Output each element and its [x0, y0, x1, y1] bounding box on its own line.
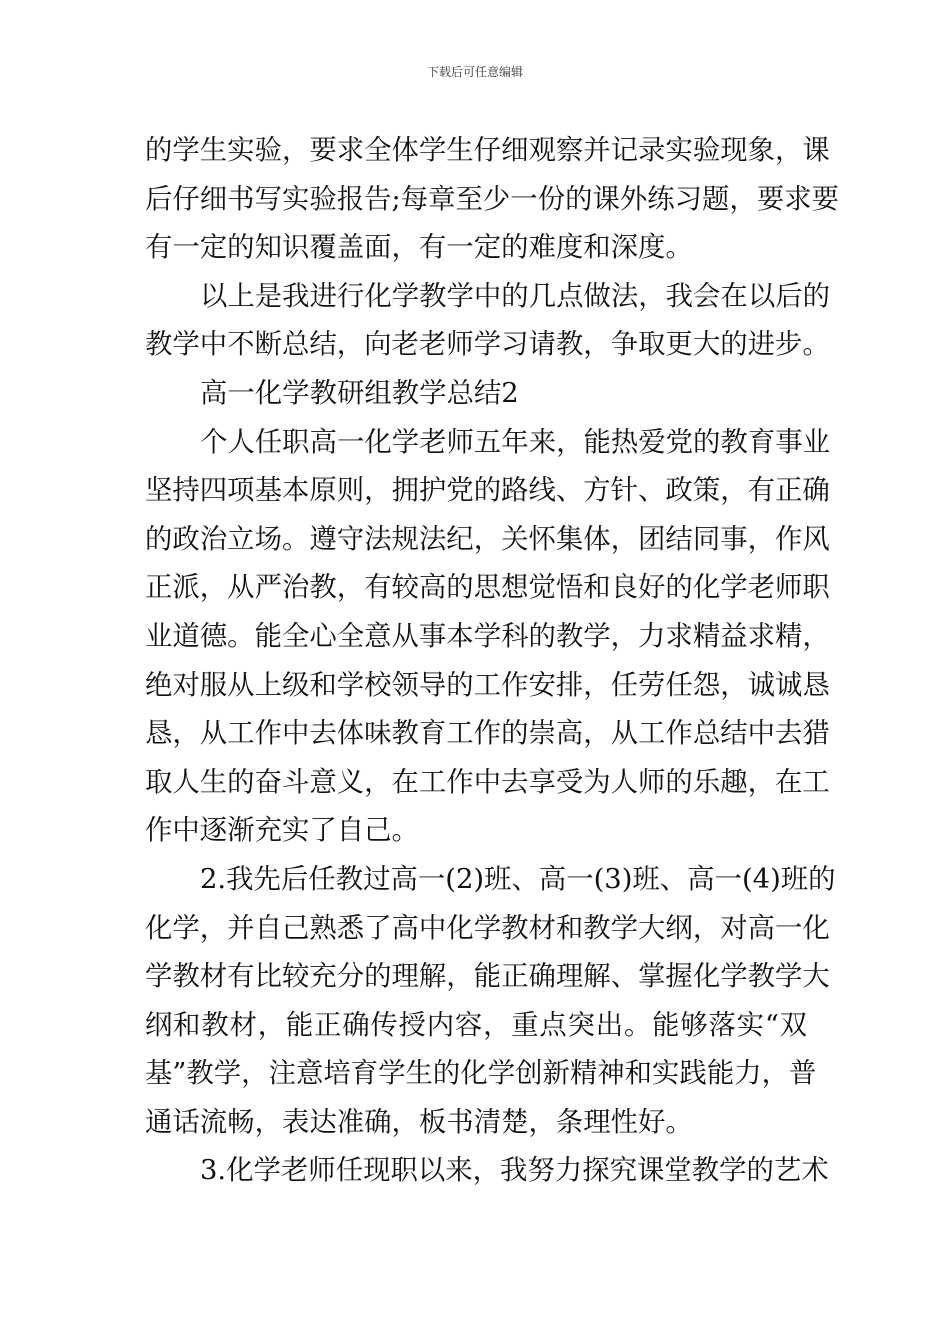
text-line: 学教材有比较充分的理解，能正确理解、掌握化学教学大 [145, 961, 830, 993]
text-line: 的政治立场。遵守法规法纪，关怀集体，团结同事，作风 [145, 523, 830, 555]
text-line: 纲和教材，能正确传授内容，重点突出。能够落实“双 [145, 1009, 807, 1041]
text-line: 化学，并自己熟悉了高中化学教材和教学大纲，对高一化 [145, 912, 830, 944]
text-line: 后仔细书写实验报告;每章至少一份的课外练习题，要求要 [145, 183, 839, 215]
text-line: 坚持四项基本原则，拥护党的路线、方针、政策，有正确 [145, 475, 830, 507]
page-header: 下载后可任意编辑 [426, 65, 523, 79]
text-line: 绝对服从上级和学校领导的工作安排，任劳任怨，诚诚恳 [145, 669, 830, 701]
text-line: 通话流畅，表达准确，板书清楚，条理性好。 [145, 1106, 693, 1138]
text-line: 业道德。能全心全意从事本学科的教学，力求精益求精， [145, 620, 830, 652]
text-line: 以上是我进行化学教学中的几点做法，我会在以后的 [200, 280, 830, 312]
section-title: 高一化学教研组教学总结2 [200, 377, 519, 409]
text-line: 恳，从工作中去体味教育工作的崇高，从工作总结中去猎 [145, 718, 830, 750]
text-line: 正派，从严治教，有较高的思想觉悟和良好的化学老师职 [145, 572, 830, 604]
text-line: 基”教学，注意培育学生的化学创新精神和实践能力，普 [145, 1058, 817, 1090]
text-line: 个人任职高一化学老师五年来，能热爱党的教育事业 [200, 426, 830, 458]
text-line: 教学中不断总结，向老老师学习请教，争取更大的进步。 [145, 329, 830, 361]
document-body [145, 127, 839, 1196]
text-line: 取人生的奋斗意义，在工作中去享受为人师的乐趣，在工 [145, 766, 830, 798]
text-line: 的学生实验，要求全体学生仔细观察并记录实验现象，课 [145, 135, 830, 166]
text-line: 作中逐渐充实了自己。 [145, 815, 419, 847]
text-line: 3.化学老师任现职以来，我努力探究课堂教学的艺术 [200, 1155, 829, 1187]
text-line: 2.我先后任教过高一(2)班、高一(3)班、高一(4)班的 [200, 863, 836, 895]
text-line: 有一定的知识覆盖面，有一定的难度和深度。 [145, 232, 693, 264]
